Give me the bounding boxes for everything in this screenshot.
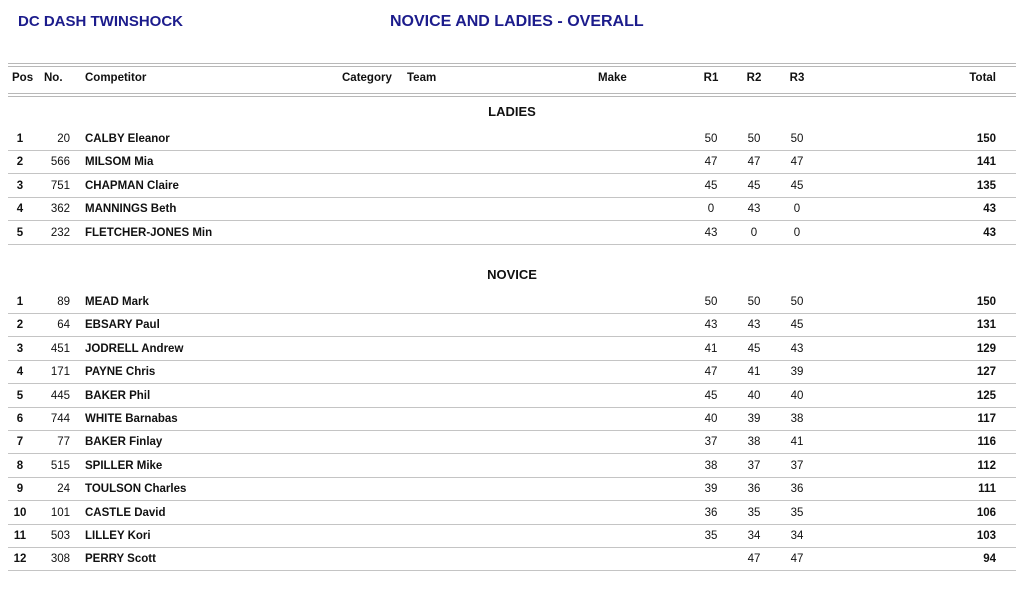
competitor-name: BAKER Phil bbox=[85, 389, 151, 402]
competitor-name: WHITE Barnabas bbox=[85, 413, 178, 425]
total-score: 135 bbox=[976, 179, 996, 192]
number-cell: 64 bbox=[57, 319, 70, 332]
position-cell: 8 bbox=[16, 459, 24, 472]
round-3-score: 50 bbox=[790, 133, 804, 145]
table-row bbox=[0, 478, 1024, 501]
table-row bbox=[0, 548, 1024, 571]
col-team-header: Team bbox=[407, 72, 437, 84]
round-1-score: 50 bbox=[704, 133, 718, 145]
section-title-novice: NOVICE bbox=[487, 267, 537, 282]
position-cell: 10 bbox=[13, 506, 27, 519]
round-1-score: 0 bbox=[707, 203, 715, 216]
competitor-name: MEAD Mark bbox=[85, 296, 149, 308]
header-rule-top bbox=[8, 63, 1016, 64]
total-score: 43 bbox=[983, 226, 996, 239]
total-score: 125 bbox=[976, 389, 996, 402]
round-3-score: 0 bbox=[793, 226, 801, 239]
round-3-score: 36 bbox=[790, 483, 804, 496]
round-3-score: 34 bbox=[790, 530, 804, 542]
round-2-score: 45 bbox=[747, 179, 761, 192]
position-cell: 11 bbox=[13, 530, 27, 542]
competitor-name: MILSOM Mia bbox=[85, 156, 154, 169]
total-score: 111 bbox=[978, 483, 996, 496]
competitor-name: MANNINGS Beth bbox=[85, 203, 177, 216]
table-row bbox=[0, 314, 1024, 337]
round-1-score: 35 bbox=[704, 530, 718, 542]
page-title: NOVICE AND LADIES - OVERALL bbox=[390, 13, 644, 30]
round-2-score: 38 bbox=[747, 436, 761, 449]
number-cell: 20 bbox=[57, 133, 70, 145]
round-1-score: 40 bbox=[704, 413, 718, 425]
round-3-score: 45 bbox=[790, 179, 804, 192]
col-total-header: Total bbox=[969, 72, 996, 84]
number-cell: 445 bbox=[50, 389, 70, 402]
round-3-score: 37 bbox=[790, 459, 804, 472]
position-cell: 3 bbox=[16, 179, 24, 192]
number-cell: 451 bbox=[50, 342, 70, 355]
number-cell: 24 bbox=[57, 483, 70, 496]
round-2-score: 50 bbox=[747, 133, 761, 145]
table-row bbox=[0, 222, 1024, 245]
round-3-score: 50 bbox=[790, 296, 804, 308]
round-1-score: 43 bbox=[704, 319, 718, 332]
number-cell: 751 bbox=[50, 179, 70, 192]
total-score: 117 bbox=[977, 413, 996, 425]
round-3-score: 38 bbox=[790, 413, 804, 425]
col-category-header: Category bbox=[342, 72, 392, 84]
round-1-score: 39 bbox=[704, 483, 718, 496]
position-cell: 4 bbox=[16, 366, 24, 379]
col-make-header: Make bbox=[598, 72, 627, 84]
total-score: 103 bbox=[976, 530, 996, 542]
number-cell: 232 bbox=[50, 226, 70, 239]
round-3-score: 39 bbox=[790, 366, 804, 379]
round-3-score: 47 bbox=[790, 553, 804, 566]
round-2-score: 43 bbox=[747, 319, 761, 332]
position-cell: 2 bbox=[16, 319, 24, 332]
table-row bbox=[0, 291, 1024, 314]
section-title-ladies: LADIES bbox=[488, 104, 536, 119]
number-cell: 515 bbox=[50, 459, 70, 472]
position-cell: 1 bbox=[16, 133, 24, 145]
round-3-score: 0 bbox=[793, 203, 801, 216]
round-1-score: 47 bbox=[704, 156, 718, 169]
col-r3-header: R3 bbox=[789, 72, 805, 84]
position-cell: 2 bbox=[16, 156, 24, 169]
table-row bbox=[0, 385, 1024, 408]
position-cell: 6 bbox=[16, 413, 24, 425]
table-row bbox=[0, 175, 1024, 198]
col-no-header: No. bbox=[44, 72, 63, 84]
round-2-score: 39 bbox=[747, 413, 761, 425]
total-score: 129 bbox=[976, 342, 996, 355]
total-score: 150 bbox=[976, 133, 996, 145]
competitor-name: CASTLE David bbox=[85, 506, 166, 519]
position-cell: 4 bbox=[16, 203, 24, 216]
round-2-score: 35 bbox=[747, 506, 761, 519]
competitor-name: FLETCHER-JONES Min bbox=[85, 226, 213, 239]
competitor-name: CALBY Eleanor bbox=[85, 133, 170, 145]
column-header-row bbox=[0, 72, 1024, 88]
total-score: 112 bbox=[977, 459, 996, 472]
position-cell: 9 bbox=[16, 483, 24, 496]
header-rule-bottom bbox=[8, 93, 1016, 94]
competitor-name: JODRELL Andrew bbox=[85, 342, 184, 355]
total-score: 127 bbox=[976, 366, 996, 379]
position-cell: 1 bbox=[16, 296, 24, 308]
number-cell: 101 bbox=[50, 506, 70, 519]
row-divider bbox=[8, 244, 1016, 245]
position-cell: 5 bbox=[16, 389, 24, 402]
number-cell: 744 bbox=[50, 413, 70, 425]
round-3-score: 40 bbox=[790, 389, 804, 402]
number-cell: 77 bbox=[57, 436, 70, 449]
col-r1-header: R1 bbox=[703, 72, 719, 84]
table-row bbox=[0, 525, 1024, 548]
table-row bbox=[0, 455, 1024, 478]
total-score: 141 bbox=[976, 156, 996, 169]
number-cell: 308 bbox=[50, 553, 70, 566]
round-3-score: 41 bbox=[790, 436, 804, 449]
competitor-name: PERRY Scott bbox=[85, 553, 156, 566]
competitor-name: LILLEY Kori bbox=[85, 530, 151, 542]
round-3-score: 43 bbox=[790, 342, 804, 355]
competitor-name: PAYNE Chris bbox=[85, 366, 156, 379]
total-score: 106 bbox=[976, 506, 996, 519]
position-cell: 3 bbox=[16, 342, 24, 355]
competitor-name: TOULSON Charles bbox=[85, 483, 187, 496]
table-row bbox=[0, 361, 1024, 384]
competitor-name: CHAPMAN Claire bbox=[85, 179, 179, 192]
number-cell: 171 bbox=[50, 366, 70, 379]
header-rule-bottom-2 bbox=[8, 96, 1016, 97]
round-2-score: 50 bbox=[747, 296, 761, 308]
round-1-score: 50 bbox=[704, 296, 718, 308]
round-1-score: 41 bbox=[704, 342, 718, 355]
total-score: 43 bbox=[983, 203, 996, 216]
table-row bbox=[0, 502, 1024, 525]
competitor-name: BAKER Finlay bbox=[85, 436, 163, 449]
total-score: 116 bbox=[977, 436, 996, 449]
round-3-score: 47 bbox=[790, 156, 804, 169]
round-2-score: 36 bbox=[747, 483, 761, 496]
round-2-score: 37 bbox=[747, 459, 761, 472]
header-rule-top-2 bbox=[8, 66, 1016, 67]
round-2-score: 0 bbox=[750, 226, 758, 239]
number-cell: 503 bbox=[50, 530, 70, 542]
table-row bbox=[0, 128, 1024, 151]
col-competitor-header: Competitor bbox=[85, 72, 147, 84]
round-2-score: 40 bbox=[747, 389, 761, 402]
col-pos-header: Pos bbox=[12, 72, 34, 84]
round-2-score: 47 bbox=[747, 553, 761, 566]
table-row bbox=[0, 151, 1024, 174]
table-row bbox=[0, 431, 1024, 454]
number-cell: 362 bbox=[50, 203, 70, 216]
round-3-score: 35 bbox=[790, 506, 804, 519]
round-2-score: 47 bbox=[747, 156, 761, 169]
event-title: DC DASH TWINSHOCK bbox=[18, 13, 183, 30]
position-cell: 5 bbox=[16, 226, 24, 239]
round-1-score: 36 bbox=[704, 506, 718, 519]
round-1-score: 37 bbox=[704, 436, 718, 449]
round-1-score: 38 bbox=[704, 459, 718, 472]
round-2-score: 34 bbox=[747, 530, 761, 542]
round-1-score: 43 bbox=[704, 226, 718, 239]
position-cell: 12 bbox=[13, 553, 27, 566]
round-3-score: 45 bbox=[790, 319, 804, 332]
table-row bbox=[0, 408, 1024, 431]
round-1-score: 45 bbox=[704, 389, 718, 402]
round-2-score: 45 bbox=[747, 342, 761, 355]
competitor-name: SPILLER Mike bbox=[85, 459, 163, 472]
position-cell: 7 bbox=[16, 436, 24, 449]
number-cell: 89 bbox=[57, 296, 70, 308]
round-1-score: 45 bbox=[704, 179, 718, 192]
table-row bbox=[0, 338, 1024, 361]
round-1-score: 47 bbox=[704, 366, 718, 379]
competitor-name: EBSARY Paul bbox=[85, 319, 160, 332]
table-row bbox=[0, 198, 1024, 221]
number-cell: 566 bbox=[50, 156, 70, 169]
round-2-score: 41 bbox=[747, 366, 761, 379]
row-divider bbox=[8, 570, 1016, 571]
total-score: 131 bbox=[976, 319, 996, 332]
col-r2-header: R2 bbox=[746, 72, 762, 84]
total-score: 150 bbox=[976, 296, 996, 308]
total-score: 94 bbox=[983, 553, 996, 566]
round-2-score: 43 bbox=[747, 203, 761, 216]
